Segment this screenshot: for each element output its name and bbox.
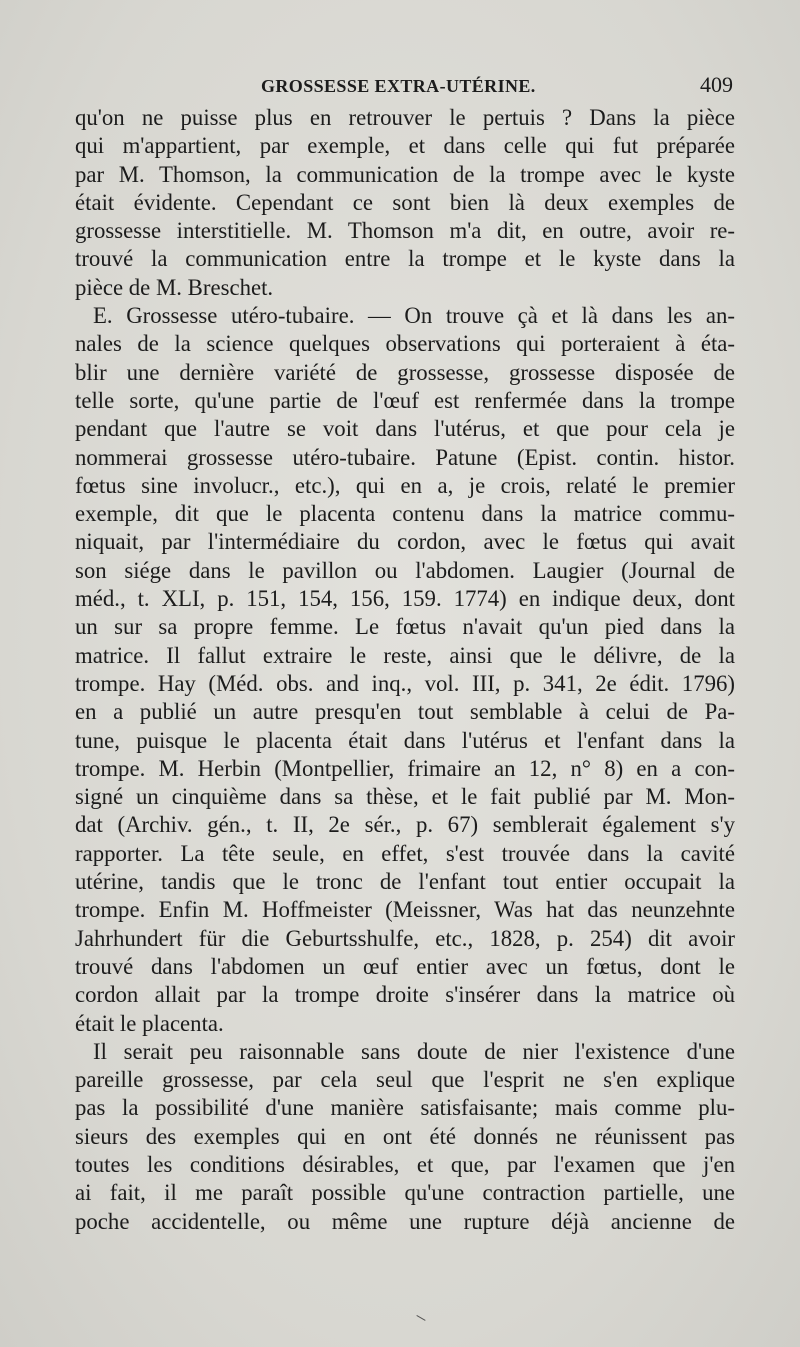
text-line: fœtus sine involucr., etc.), qui en a, je crois, relaté le premier (75, 472, 735, 498)
text-line: par M. Thomson, la communication de la trompe avec le kyste (75, 161, 735, 187)
page-number: 409 (700, 72, 733, 97)
text-line: rapporter. La tête seule, en effet, s'est trouvée dans la cavité (75, 840, 735, 866)
text-line: pareille grossesse, par cela seul que l'esprit ne s'en explique (75, 1067, 735, 1093)
text-line: Jahrhundert für die Geburtsshulfe, etc., 1828, p. 254) dit avoir (75, 925, 735, 951)
text-line: matrice. Il fallut extraire le reste, ainsi que le délivre, de la (75, 642, 735, 668)
running-title: GROSSESSE EXTRA-UTÉRINE. (261, 76, 536, 96)
text-line: qui m'appartient, par exemple, et dans celle qui fut préparée (75, 133, 735, 159)
text-line: en a publié un autre presqu'en tout semblable à celui de Pa- (75, 699, 735, 725)
text-line: cordon allait par la trompe droite s'insérer dans la matrice où (75, 982, 735, 1008)
text-line: nales de la science quelques observations qui porteraient à éta- (75, 331, 735, 357)
paper-mark (416, 1308, 429, 1321)
text-line: ai fait, il me paraît possible qu'une contraction partielle, une (75, 1180, 735, 1206)
text-line: était évidente. Cependant ce sont bien là deux exemples de (75, 189, 735, 215)
text-line: blir une dernière variété de grossesse, grossesse disposée de (75, 359, 735, 385)
text-line: grossesse interstitielle. M. Thomson m'a dit, en outre, avoir re- (75, 218, 735, 244)
text-line: trouvé dans l'abdomen un œuf entier avec un fœtus, dont le (75, 953, 735, 979)
body-text (75, 104, 735, 1236)
text-line: exemple, dit que le placenta contenu dans la matrice commu- (75, 501, 735, 527)
text-line: toutes les conditions désirables, et que, par l'examen que j'en (75, 1151, 735, 1177)
text-line: sieurs des exemples qui en ont été donnés ne réunissent pas (75, 1123, 735, 1149)
text-line: telle sorte, qu'une partie de l'œuf est renfermée dans la trompe (75, 387, 735, 413)
text-line: nommerai grossesse utéro-tubaire. Patune (Epist. contin. histor. (75, 444, 735, 470)
text-line: niquait, par l'intermédiaire du cordon, avec le fœtus qui avait (75, 529, 735, 555)
text-line: utérine, tandis que le tronc de l'enfant tout entier occupait la (75, 869, 735, 895)
text-line: pas la possibilité d'une manière satisfaisante; mais comme plu- (75, 1095, 735, 1121)
paragraph-first-line: Il serait peu raisonnable sans doute de nier l'existence d'une (93, 1038, 735, 1064)
text-line: poche accidentelle, ou même une rupture déjà ancienne de (75, 1208, 735, 1234)
text-line: trompe. Hay (Méd. obs. and inq., vol. III, p. 341, 2e édit. 1796) (75, 670, 735, 696)
text-line: signé un cinquième dans sa thèse, et le fait publié par M. Mon- (75, 784, 735, 810)
text-line: son siége dans le pavillon ou l'abdomen. Laugier (Journal de (75, 557, 735, 583)
text-line: trompe. M. Herbin (Montpellier, frimaire an 12, n° 8) en a con- (75, 755, 735, 781)
text-line: trompe. Enfin M. Hoffmeister (Meissner, Was hat das neunzehnte (75, 897, 735, 923)
text-line: trouvé la communication entre la trompe et le kyste dans la (75, 246, 735, 272)
text-line: dat (Archiv. gén., t. II, 2e sér., p. 67) semblerait également s'y (75, 812, 735, 838)
text-line: méd., t. XLI, p. 151, 154, 156, 159. 1774) en indique deux, dont (75, 586, 735, 612)
text-line: pendant que l'autre se voit dans l'utérus, et que pour cela je (75, 416, 735, 442)
text-line: qu'on ne puisse plus en retrouver le pertuis ? Dans la pièce (75, 105, 735, 130)
text-line: était le placenta. (75, 1010, 224, 1036)
section-heading-line: E. Grossesse utéro-tubaire. — On trouve çà et là dans les an- (93, 303, 735, 329)
text-line: tune, puisque le placenta était dans l'utérus et l'enfant dans la (75, 727, 735, 753)
text-line: pièce de M. Breschet. (75, 274, 274, 300)
page-header (75, 72, 735, 102)
text-line: un sur sa propre femme. Le fœtus n'avait qu'un pied dans la (75, 614, 735, 640)
